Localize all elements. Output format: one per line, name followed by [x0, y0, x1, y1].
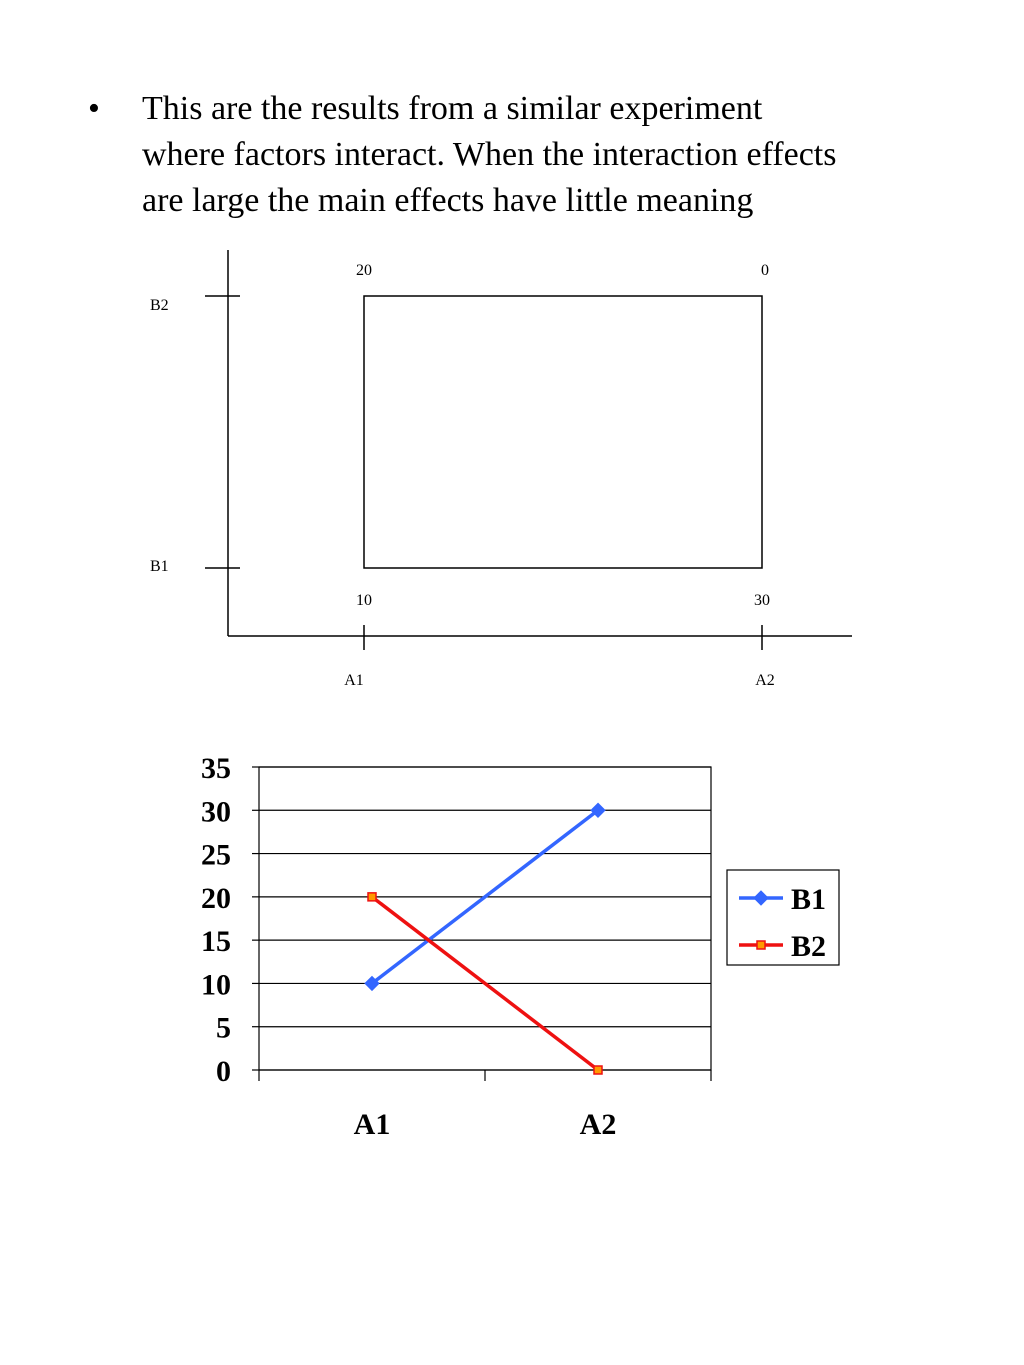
diagram-b1-label: B1 [150, 558, 169, 575]
legend-label-b2: B2 [791, 930, 827, 963]
plot-area-border [259, 767, 711, 1070]
y-tick-label-20: 20 [201, 881, 231, 915]
x-tick-label-a1: A1 [353, 1108, 391, 1141]
bullet-line-3: are large the main effects have little meaning [142, 182, 754, 219]
y-tick-label-15: 15 [201, 925, 231, 959]
x-tick-label-a2: A2 [579, 1108, 617, 1141]
diagram-a1-label: A1 [344, 672, 364, 689]
bullet-symbol: • [88, 90, 100, 127]
bullet-line-2: where factors interact. When the interaction effects [142, 136, 837, 173]
y-tick-label-0: 0 [216, 1055, 231, 1088]
diagram-value-a2-b2: 0 [761, 262, 769, 279]
legend-label-b1: B1 [791, 883, 827, 916]
diagram-value-a1-b1: 10 [356, 592, 372, 609]
diagram-value-a1-b2: 20 [356, 262, 372, 279]
y-tick-label-35: 35 [201, 752, 231, 785]
diagram-value-a2-b1: 30 [754, 592, 770, 609]
y-tick-label-10: 10 [201, 968, 231, 1002]
legend-marker-b2 [757, 941, 765, 949]
bullet-line-1: This are the results from a similar experiment [142, 90, 763, 127]
y-tick-label-5: 5 [216, 1011, 231, 1045]
data-point-b2-a1 [368, 893, 376, 901]
data-point-b2-a2 [594, 1066, 602, 1074]
diagram-b2-label: B2 [150, 297, 169, 314]
y-tick-label-25: 25 [201, 838, 231, 872]
diagram-a2-label: A2 [755, 672, 775, 689]
y-tick-label-30: 30 [201, 795, 231, 829]
